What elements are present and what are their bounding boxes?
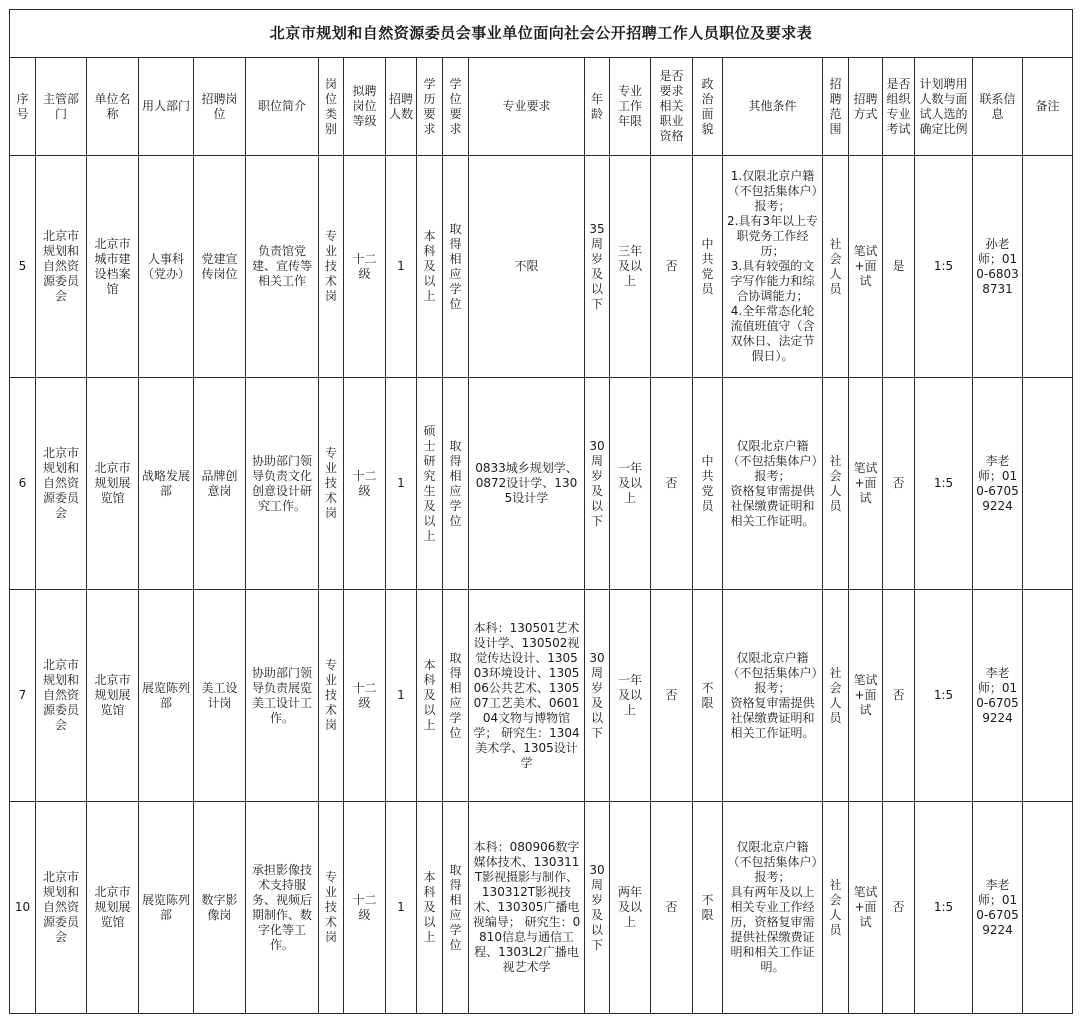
header-position: 招聘岗位 — [194, 58, 246, 156]
header-dept: 主管部门 — [36, 58, 87, 156]
title-row — [10, 10, 1073, 58]
other-condition-line: 资格复审需提供社保缴费证明和相关工作证明。 — [730, 483, 815, 528]
other-condition-line: 2.具有3年以上专职党务工作经历； — [726, 214, 819, 258]
cell-description: 负责馆党建、宣传等相关工作 — [246, 156, 319, 378]
other-condition-line: 3.具有较强的文字写作能力和综合协调能力； — [730, 259, 815, 303]
header-ratio: 计划聘用人数与面试人选的确定比例 — [915, 58, 973, 156]
cell-remark — [1023, 378, 1073, 590]
table-row — [10, 802, 1073, 1014]
cell-no: 5 — [10, 156, 36, 378]
header-degree: 学位要求 — [443, 58, 469, 156]
cell-age: 30周岁及以下 — [585, 590, 610, 802]
cell-contact: 李老师；010-67059224 — [973, 802, 1023, 1014]
cell-degree: 取得相应学位 — [443, 156, 469, 378]
cell-unit: 北京市城市建设档案馆 — [87, 156, 139, 378]
cell-degree: 取得相应学位 — [443, 802, 469, 1014]
header-education: 学历要求 — [417, 58, 443, 156]
cell-experience: 三年及以上 — [610, 156, 651, 378]
cell-no: 10 — [10, 802, 36, 1014]
cell-age: 30周岁及以下 — [585, 378, 610, 590]
header-employing-dept: 用人部门 — [139, 58, 194, 156]
cell-other — [723, 378, 823, 590]
cell-other — [723, 802, 823, 1014]
cell-method: 笔试+面试 — [849, 590, 883, 802]
cell-contact: 李老师；010-67059224 — [973, 590, 1023, 802]
cell-unit: 北京市规划展览馆 — [87, 590, 139, 802]
header-method: 招聘方式 — [849, 58, 883, 156]
cell-major: 本科：130501艺术设计学、130502视觉传达设计、130503环境设计、130506公共艺术、130507工艺美术、060104文物与博物馆学； 研究生：1304美术学、1305设计学 — [469, 590, 585, 802]
header-qualification: 是否要求相关职业资格 — [651, 58, 693, 156]
cell-age: 30周岁及以下 — [585, 802, 610, 1014]
other-condition-line: 4.全年常态化轮流值班值守（含双休日、法定节假日）。 — [730, 304, 815, 363]
header-experience: 专业工作年限 — [610, 58, 651, 156]
table-row — [10, 156, 1073, 378]
recruitment-table — [9, 9, 1073, 1014]
cell-contact: 李老师；010-67059224 — [973, 378, 1023, 590]
cell-exam: 否 — [883, 378, 915, 590]
cell-dept: 北京市规划和自然资源委员会 — [36, 156, 87, 378]
cell-position: 美工设计岗 — [194, 590, 246, 802]
header-contact: 联系信息 — [973, 58, 1023, 156]
cell-experience: 一年及以上 — [610, 590, 651, 802]
cell-method: 笔试+面试 — [849, 378, 883, 590]
header-remark: 备注 — [1023, 58, 1073, 156]
cell-scope: 社会人员 — [823, 378, 849, 590]
cell-scope: 社会人员 — [823, 590, 849, 802]
other-condition-line: 具有两年及以上相关专业工作经历，资格复审需提供社保缴费证明和相关工作证明。 — [730, 885, 815, 974]
header-age: 年龄 — [585, 58, 610, 156]
cell-description: 协助部门领导负责文化创意设计研究工作。 — [246, 378, 319, 590]
cell-experience: 两年及以上 — [610, 802, 651, 1014]
header-count: 招聘人数 — [386, 58, 417, 156]
cell-ratio: 1:5 — [915, 378, 973, 590]
cell-unit: 北京市规划展览馆 — [87, 378, 139, 590]
cell-employing-dept: 展览陈列部 — [139, 802, 194, 1014]
cell-grade: 十二级 — [344, 590, 386, 802]
cell-major: 本科：080906数字媒体技术、130311T影视摄影与制作、130312T影视技术、130305广播电视编导； 研究生：0810信息与通信工程、1303L2广播电视艺术学 — [469, 802, 585, 1014]
cell-category: 专业技术岗 — [319, 802, 344, 1014]
header-row — [10, 58, 1073, 156]
cell-political: 中共党员 — [693, 156, 723, 378]
cell-ratio: 1:5 — [915, 156, 973, 378]
header-grade: 拟聘岗位等级 — [344, 58, 386, 156]
cell-other — [723, 156, 823, 378]
cell-degree: 取得相应学位 — [443, 378, 469, 590]
table-row — [10, 590, 1073, 802]
cell-exam: 否 — [883, 590, 915, 802]
cell-position: 党建宣传岗位 — [194, 156, 246, 378]
cell-major: 0833城乡规划学、0872设计学、1305设计学 — [469, 378, 585, 590]
cell-scope: 社会人员 — [823, 802, 849, 1014]
cell-dept: 北京市规划和自然资源委员会 — [36, 802, 87, 1014]
cell-count: 1 — [386, 590, 417, 802]
header-unit: 单位名称 — [87, 58, 139, 156]
cell-remark — [1023, 590, 1073, 802]
header-no: 序号 — [10, 58, 36, 156]
cell-grade: 十二级 — [344, 802, 386, 1014]
cell-remark — [1023, 802, 1073, 1014]
header-major: 专业要求 — [469, 58, 585, 156]
cell-exam: 是 — [883, 156, 915, 378]
cell-employing-dept: 战略发展部 — [139, 378, 194, 590]
cell-no: 7 — [10, 590, 36, 802]
cell-no: 6 — [10, 378, 36, 590]
header-political: 政治面貌 — [693, 58, 723, 156]
cell-experience: 一年及以上 — [610, 378, 651, 590]
header-exam: 是否组织专业考试 — [883, 58, 915, 156]
header-scope: 招聘范围 — [823, 58, 849, 156]
cell-employing-dept: 人事科（党办） — [139, 156, 194, 378]
header-other: 其他条件 — [723, 58, 823, 156]
cell-count: 1 — [386, 156, 417, 378]
cell-education: 本科及以上 — [417, 802, 443, 1014]
other-condition-line: 仅限北京户籍（不包括集体户）报考； — [727, 650, 818, 695]
cell-qualification: 否 — [651, 378, 693, 590]
cell-method: 笔试+面试 — [849, 156, 883, 378]
cell-position: 数字影像岗 — [194, 802, 246, 1014]
cell-unit: 北京市规划展览馆 — [87, 802, 139, 1014]
cell-ratio: 1:5 — [915, 802, 973, 1014]
cell-grade: 十二级 — [344, 156, 386, 378]
cell-education: 本科及以上 — [417, 590, 443, 802]
cell-qualification: 否 — [651, 802, 693, 1014]
header-category: 岗位类别 — [319, 58, 344, 156]
cell-employing-dept: 展览陈列部 — [139, 590, 194, 802]
cell-degree: 取得相应学位 — [443, 590, 469, 802]
cell-remark — [1023, 156, 1073, 378]
cell-ratio: 1:5 — [915, 590, 973, 802]
cell-other — [723, 590, 823, 802]
cell-political: 不限 — [693, 802, 723, 1014]
cell-description: 承担影像技术支持服务、视频后期制作、数字化等工作。 — [246, 802, 319, 1014]
cell-method: 笔试+面试 — [849, 802, 883, 1014]
cell-major: 不限 — [469, 156, 585, 378]
cell-category: 专业技术岗 — [319, 378, 344, 590]
cell-political: 不限 — [693, 590, 723, 802]
table-row — [10, 378, 1073, 590]
other-condition-line: 仅限北京户籍（不包括集体户）报考； — [727, 438, 818, 483]
cell-scope: 社会人员 — [823, 156, 849, 378]
other-condition-line: 仅限北京户籍（不包括集体户）报考； — [727, 840, 818, 884]
cell-education: 本科及以上 — [417, 156, 443, 378]
cell-dept: 北京市规划和自然资源委员会 — [36, 378, 87, 590]
other-condition-line: 1.仅限北京户籍（不包括集体户）报考； — [727, 169, 818, 213]
table-title: 北京市规划和自然资源委员会事业单位面向社会公开招聘工作人员职位及要求表 — [10, 10, 1073, 58]
cell-count: 1 — [386, 378, 417, 590]
cell-qualification: 否 — [651, 156, 693, 378]
cell-count: 1 — [386, 802, 417, 1014]
cell-category: 专业技术岗 — [319, 156, 344, 378]
cell-description: 协助部门领导负责展览美工设计工作。 — [246, 590, 319, 802]
cell-age: 35周岁及以下 — [585, 156, 610, 378]
cell-qualification: 否 — [651, 590, 693, 802]
cell-exam: 否 — [883, 802, 915, 1014]
cell-position: 品牌创意岗 — [194, 378, 246, 590]
other-condition-line: 资格复审需提供社保缴费证明和相关工作证明。 — [730, 695, 815, 740]
cell-grade: 十二级 — [344, 378, 386, 590]
cell-political: 中共党员 — [693, 378, 723, 590]
header-description: 职位简介 — [246, 58, 319, 156]
cell-category: 专业技术岗 — [319, 590, 344, 802]
cell-dept: 北京市规划和自然资源委员会 — [36, 590, 87, 802]
cell-education: 硕士研究生及以上 — [417, 378, 443, 590]
cell-contact: 孙老师；010-68038731 — [973, 156, 1023, 378]
